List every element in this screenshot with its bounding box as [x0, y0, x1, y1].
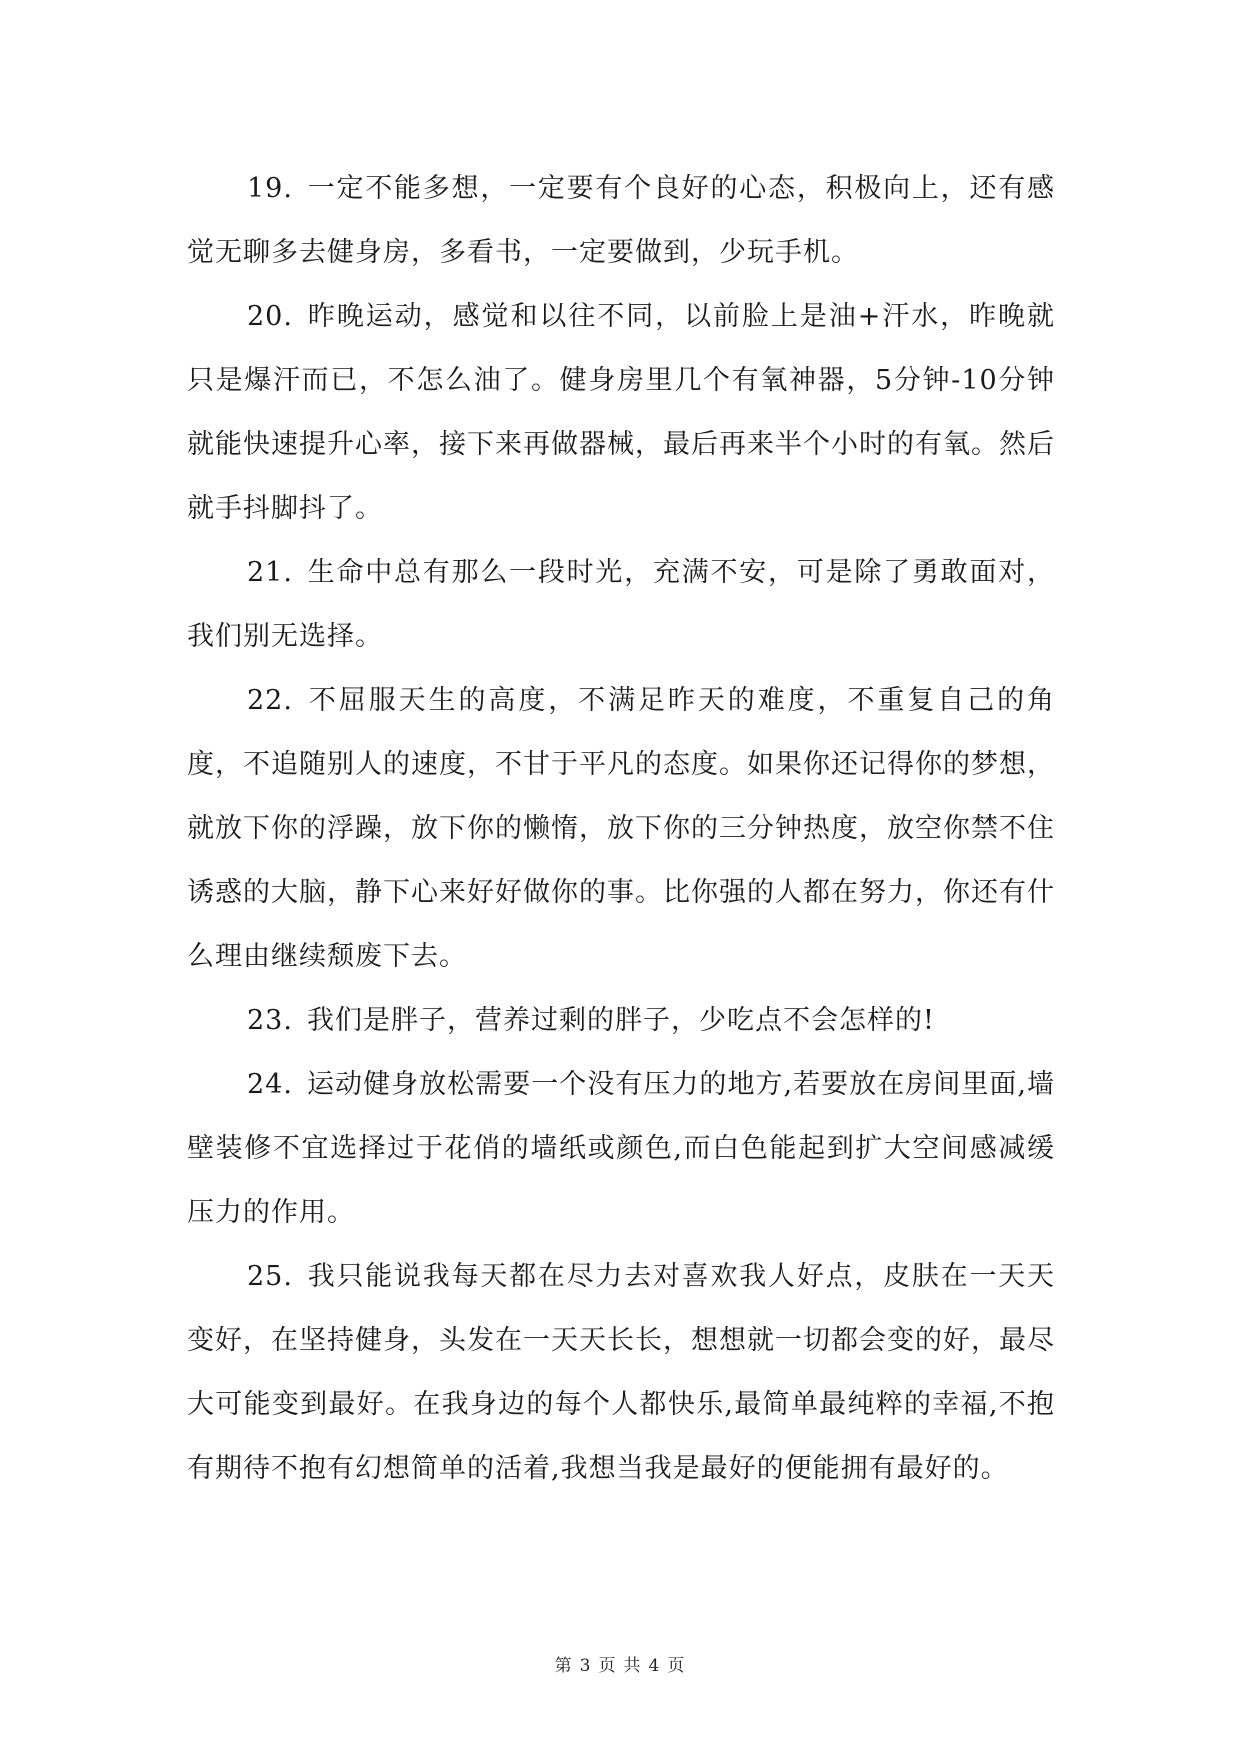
footer-suffix: 页 — [667, 1656, 687, 1676]
item-number: 22. — [247, 685, 293, 716]
page-footer — [0, 1651, 1241, 1676]
item-number: 24. — [247, 1069, 293, 1100]
paragraph-text: 不屈服天生的高度，不满足昨天的难度，不重复自己的角度，不追随别人的速度，不甘于平凡的态度。如果你还记得你的梦想，就放下你的浮躁，放下你的懒惰，放下你的三分钟热度，放空你禁不住诱惑的大脑，静下心来好好做你的事。比你强的人都在努力，你还有什么理由继续颓废下去。 — [187, 685, 1055, 972]
paragraph-21 — [187, 541, 1055, 669]
paragraph-text: 我们是胖子，营养过剩的胖子，少吃点不会怎样的! — [306, 1005, 935, 1036]
paragraph-22 — [187, 669, 1055, 989]
paragraph-text: 生命中总有那么一段时光，充满不安，可是除了勇敢面对，我们别无选择。 — [187, 557, 1055, 652]
document-body — [187, 157, 1055, 1501]
item-number: 23. — [247, 1005, 293, 1036]
total-page-number: 4 — [648, 1656, 662, 1676]
current-page-number: 3 — [579, 1656, 593, 1676]
item-number: 19. — [247, 173, 293, 204]
paragraph-25 — [187, 1245, 1055, 1501]
paragraph-19 — [187, 157, 1055, 285]
footer-total-word: 共 — [623, 1656, 643, 1676]
footer-page-word: 页 — [598, 1656, 618, 1676]
paragraph-text: 昨晚运动，感觉和以往不同，以前脸上是油+汗水，昨晚就只是爆汗而已，不怎么油了。健身房里几个有氧神器，5分钟-10分钟就能快速提升心率，接下来再做器械，最后再来半个小时的有氧。然后就手抖脚抖了。 — [187, 301, 1055, 524]
paragraph-23 — [187, 989, 1055, 1053]
paragraph-text: 我只能说我每天都在尽力去对喜欢我人好点，皮肤在一天天变好，在坚持健身，头发在一天天长长，想想就一切都会变的好，最尽大可能变到最好。在我身边的每个人都快乐,最简单最纯粹的幸福,不抱有期待不抱有幻想简单的活着,我想当我是最好的便能拥有最好的。 — [187, 1261, 1055, 1484]
paragraph-24 — [187, 1053, 1055, 1245]
paragraph-20 — [187, 285, 1055, 541]
footer-prefix: 第 — [554, 1656, 574, 1676]
item-number: 21. — [247, 557, 293, 588]
paragraph-text: 一定不能多想，一定要有个良好的心态，积极向上，还有感觉无聊多去健身房，多看书，一定要做到，少玩手机。 — [187, 173, 1055, 268]
paragraph-text: 运动健身放松需要一个没有压力的地方,若要放在房间里面,墙壁装修不宜选择过于花俏的墙纸或颜色,而白色能起到扩大空间感减缓压力的作用。 — [187, 1069, 1055, 1228]
item-number: 25. — [247, 1261, 293, 1292]
item-number: 20. — [247, 301, 293, 332]
